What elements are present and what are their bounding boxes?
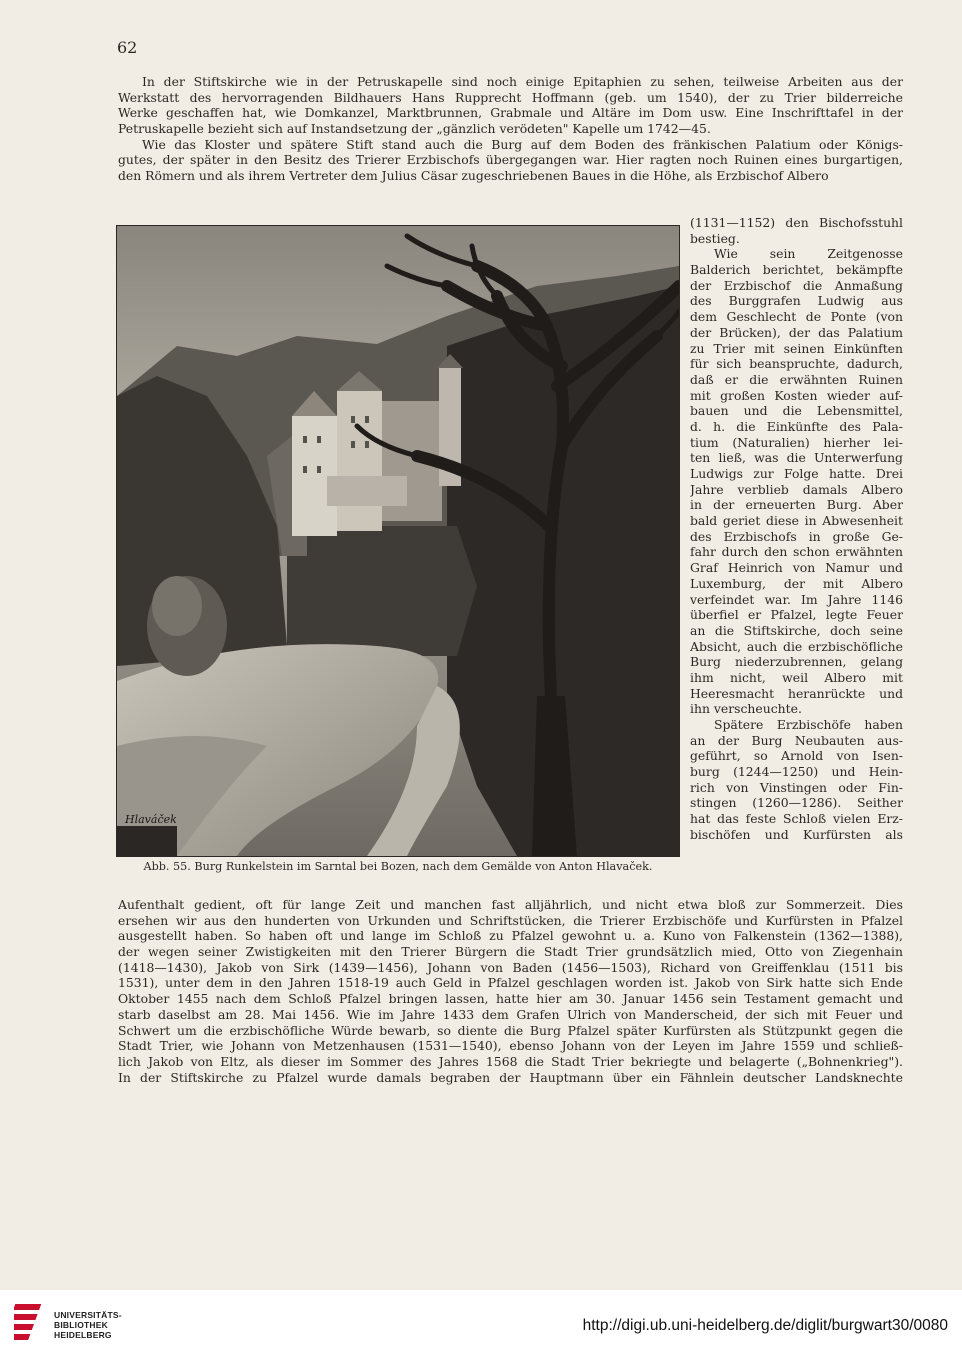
text-line: d. h. die Einkünfte des Pala- [690,418,903,434]
university-library-logo [14,1302,50,1350]
text-line: an die Stiftskirche, doch seine [690,622,903,638]
text-line: Graf Heinrich von Namur und [690,560,903,576]
text-line: den Römern und als ihrem Vertreter dem Julius Cäsar zugeschriebenen Baues in die Höhe, als Erzbischof Albero [118,168,829,184]
library-name [54,1310,154,1340]
text-line: Jahre verblieb damals Albero [690,481,903,497]
text-line: dem Geschlecht de Ponte (von [690,309,903,325]
text-line: Schwert um die erzbischöfliche Würde bewarb, so diente die Burg Pfalzel später Kurfürsten als Stützpunkt gegen die [118,1022,903,1038]
text-line: verfeindet war. Im Jahre 1146 [690,591,903,607]
library-name-line: HEIDELBERG [54,1330,112,1340]
text-line: Spätere Erzbischöfe haben [714,717,903,732]
text-line: 1531), unter dem in den Jahren 1518-19 auch Geld in Pfalzel geschlagen worden ist. Jakob von Sirk hatte sich Ende [118,975,903,991]
library-footer [0,1290,962,1367]
text-line: Stadt Trier, wie Johann von Metzenhausen (1531—1540), ebenso Johann von der Leyen im Jahre 1559 und schließ- [118,1038,903,1054]
text-line: In der Stiftskirche wie in der Petruskapelle sind noch einige Epitaphien zu sehen, teilweise Arbeiten aus der [142,74,903,89]
text-line: Luxemburg, der mit Albero [690,575,903,591]
text-line: überfiel er Pfalzel, legte Feuer [690,607,903,623]
text-line: Aufenthalt gedient, oft für lange Zeit und manchen fast alljährlich, und nicht etwa bloß zur Sommerzeit. Dies [118,897,903,912]
text-line: Burg niederzubrennen, gelang [690,654,903,670]
castle-illustration [116,225,680,857]
text-line: Ludwigs zur Folge hatte. Drei [690,466,903,481]
text-line: daß er die erwähnten Ruinen [690,371,903,387]
text-line: zu Trier mit seinen Einkünften [690,340,903,356]
text-line: des Erzbischofs in große Ge- [690,528,903,544]
text-line: Balderich berichtet, bekämpfte [690,262,903,278]
text-line: Absicht, auch die erzbischöfliche [690,638,903,654]
text-line: tium (Naturalien) hierher lei- [690,434,903,450]
page-number: 62 [117,38,138,57]
text-line: der wegen seiner Zwistigkeiten mit den Trierer Bürgern die Stadt Trier grundsätzlich mied, Otto von Ziegenhain [118,944,903,960]
figure-caption: Abb. 55. Burg Runkelstein im Sarntal bei Bozen, nach dem Gemälde von Anton Hlavaček. [143,860,653,873]
text-line: ausgestellt haben. So haben oft und lange im Schloß zu Pfalzel gewohnt u. a. Kuno von Falkenstein (1362—1388), [118,928,903,944]
text-line: bestieg. [690,230,740,246]
text-line: geführt, so Arnold von Isen- [690,748,903,764]
text-line: bischöfen und Kurfürsten als [690,826,903,842]
text-line: Werke geschaffen hat, wie Domkanzel, Marktbrunnen, Grabmale und Altäre im Dom usw. Eine Inschrifttafel in der [118,105,903,121]
text-line: lich Jakob von Eltz, als dieser im Sommer des Jahres 1568 die Stadt Trier bekriegte und belagerte („Bohnenkrieg"). [118,1053,903,1069]
text-line: Wie das Kloster und spätere Stift stand auch die Burg auf dem Boden des fränkischen Palatium oder Königs- [142,136,903,152]
text-line: an der Burg Neubauten aus- [690,732,903,748]
text-line: der Erzbischof die Anmaßung [690,277,903,293]
text-line: fahr durch den schon erwähnten [690,544,903,560]
painter-signature: Hlaváček [125,813,177,826]
text-line: bauen und die Lebensmittel, [690,403,903,419]
text-line: ten ließ, was die Unterwerfung [690,450,903,466]
source-url[interactable]: http://digi.ub.uni-heidelberg.de/diglit/burgwart30/0080 [582,1317,948,1334]
text-line: (1418—1430), Jakob von Sirk (1439—1456), Johann von Baden (1456—1503), Richard von Greiffenklau (1511 bis [118,959,903,975]
text-line: starb daselbst am 28. Mai 1456. Wie im Jahre 1433 dem Grafen Ulrich von Manderscheid, der sich mit Feuer und [118,1006,903,1022]
text-line: gutes, der später in den Besitz des Trierer Erzbischofs übergegangen war. Hier ragten noch Ruinen eines burgartigen, [118,152,903,168]
library-name-line: UNIVERSITÄTS- [54,1310,122,1320]
text-line: ihm nicht, weil Albero mit [690,669,903,685]
text-line: Petruskapelle bezieht sich auf Instandsetzung der „gänzlich verödeten" Kapelle um 1742—45. [118,121,711,137]
text-line: stingen (1260—1286). Seither [690,795,903,811]
text-line: mit großen Kosten wieder auf- [690,387,903,403]
side-column-text [690,215,903,843]
text-line: in der erneuerten Burg. Aber [690,497,903,513]
intro-paragraphs [118,74,903,184]
text-line: Heeresmacht heranrückte und [690,685,903,701]
text-line: des Burggrafen Ludwig aus [690,293,903,309]
text-line: der Brücken), der das Palatium [690,324,903,340]
text-line: Werkstatt des hervorragenden Bildhauers Hans Rupprecht Hoffmann (geb. um 1540), der zu Trier bilderreiche [118,89,903,105]
text-line: rich von Vinstingen oder Fin- [690,779,903,795]
text-line: Wie sein Zeitgenosse [714,246,903,262]
text-line: ersehen wir aus den hunderten von Urkunden und Schriftstücken, die Trierer Erzbischöfe und Kurfürsten in Pfalzel [118,912,903,928]
text-line: für sich beanspruchte, dadurch, [690,356,903,372]
text-line: ihn verscheuchte. [690,701,802,717]
text-line: hat das feste Schloß vielen Erz- [690,811,903,827]
text-line: burg (1244—1250) und Hein- [690,764,903,780]
text-line: (1131—1152) den Bischofsstuhl [690,215,903,230]
bottom-paragraphs [118,897,903,1085]
text-line: In der Stiftskirche zu Pfalzel wurde damals begraben der Hauptmann über ein Fähnlein deutscher Landsknechte [118,1069,903,1085]
text-line: bald geriet diese in Abwesenheit [690,513,903,529]
library-name-line: BIBLIOTHEK [54,1320,108,1330]
text-line: Oktober 1455 nach dem Schloß Pfalzel bringen lassen, hatte hier am 30. Januar 1456 sein Testament gemacht und [118,991,903,1007]
